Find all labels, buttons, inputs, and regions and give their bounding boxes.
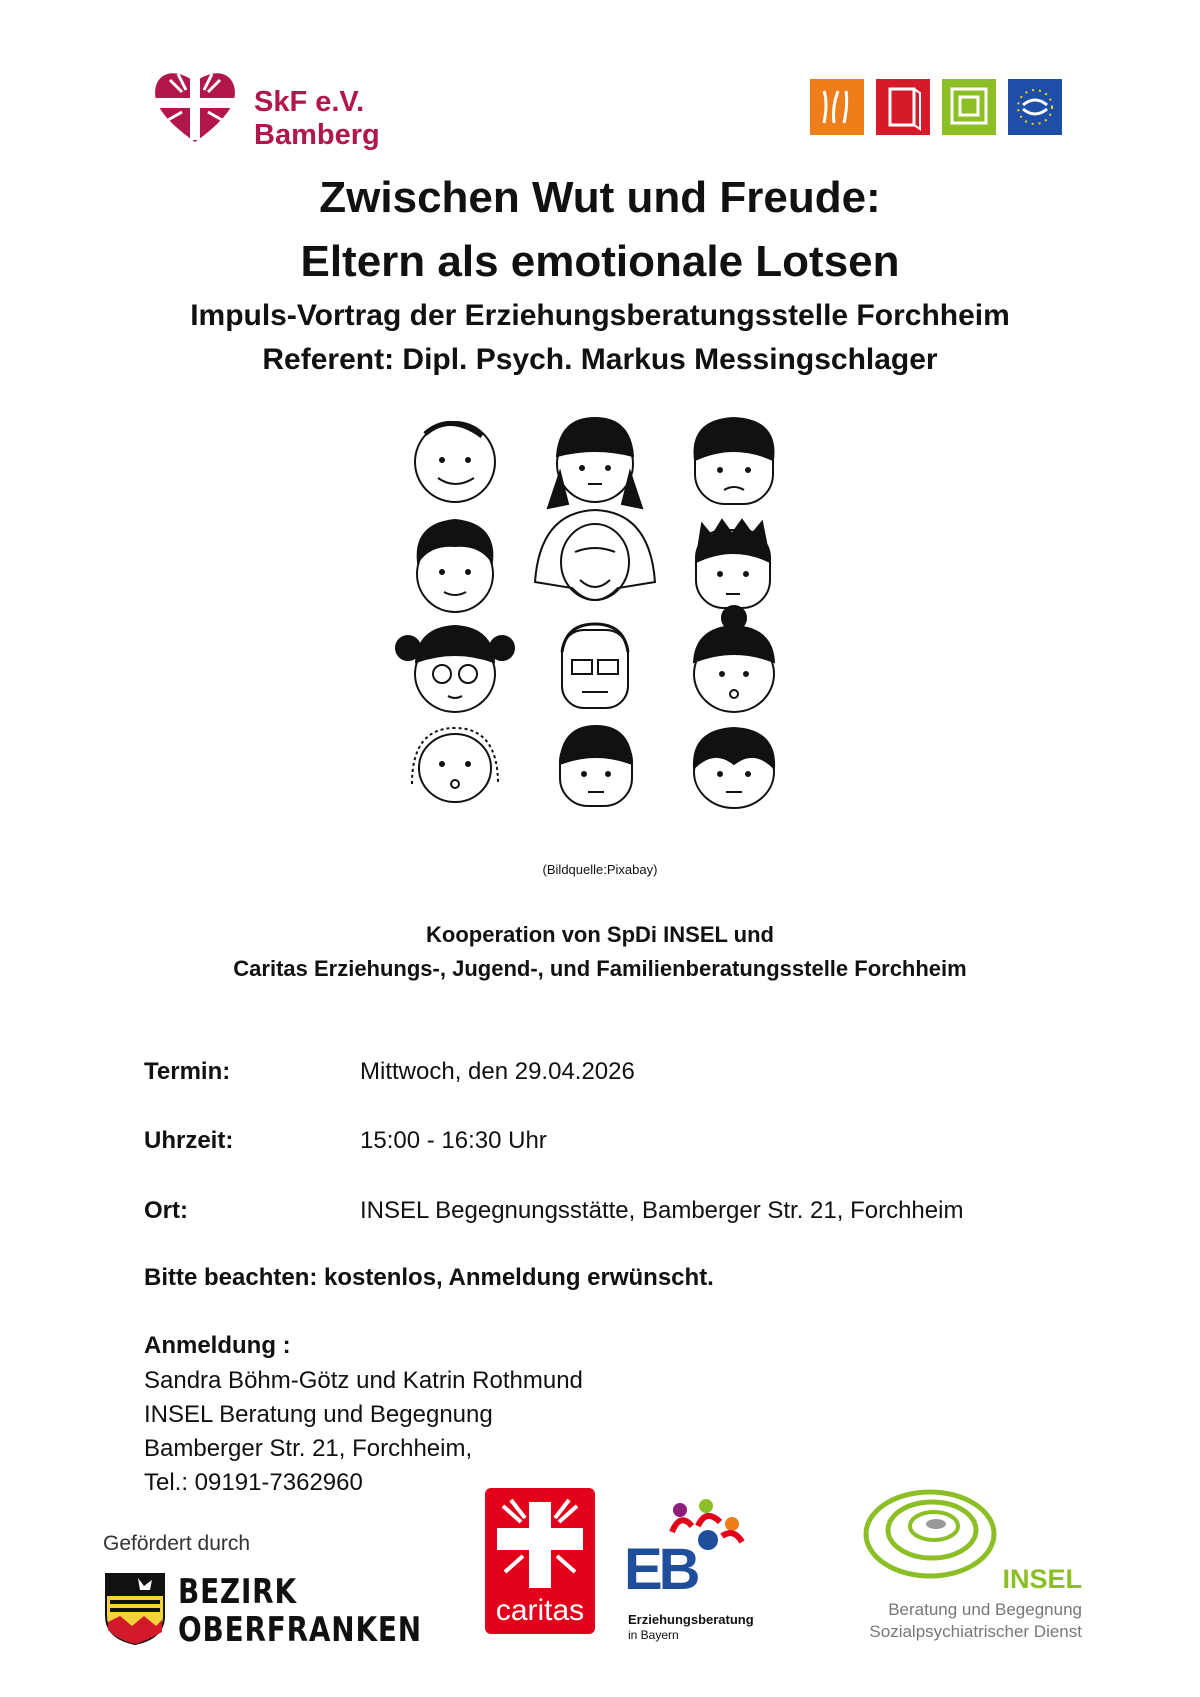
face-icon (396, 626, 514, 712)
face-icon (694, 418, 773, 504)
termin-label: Termin: (144, 1058, 231, 1085)
cooperation-line2: Caritas Erziehungs-, Jugend-, und Familienberatungsstelle Forchheim (233, 956, 967, 981)
skf-logo (150, 62, 490, 151)
registration-line3: Bamberger Str. 21, Forchheim, (144, 1435, 473, 1462)
uhrzeit-value: 15:00 - 16:30 Uhr (360, 1127, 547, 1154)
face-icon (412, 728, 498, 802)
eb-logo (624, 1496, 764, 1646)
bezirk-line1: BEZIRK (178, 1572, 297, 1612)
red-tile-icon (876, 79, 930, 135)
subtitle-line1: Impuls-Vortrag der Erziehungsberatungsstelle Forchheim (190, 299, 1010, 332)
eb-line1: Erziehungsberatung (628, 1612, 754, 1627)
caritas-cross-icon (485, 1492, 595, 1596)
face-icon (415, 422, 495, 502)
cooperation-line1: Kooperation von SpDi INSEL und (426, 922, 774, 947)
green-tile-icon (942, 79, 996, 135)
uhrzeit-label: Uhrzeit: (144, 1127, 234, 1154)
org-name: SkF e.V. Bamberg (254, 86, 380, 151)
orange-tile-icon (810, 79, 864, 135)
page-title-line1: Zwischen Wut und Freude: (319, 173, 881, 222)
face-icon (535, 510, 655, 600)
partner-tiles (810, 79, 1066, 139)
faces-illustration (390, 412, 810, 852)
bezirk-logo (104, 1572, 422, 1650)
insel-logo (860, 1488, 1090, 1641)
face-icon (694, 606, 774, 712)
insel-line2: Sozialpsychiatrischer Dienst (869, 1622, 1082, 1641)
note-text: Bitte beachten: kostenlos, Anmeldung erwünscht. (144, 1264, 714, 1291)
face-icon (560, 726, 632, 806)
subtitle-line2: Referent: Dipl. Psych. Markus Messingschlager (262, 343, 938, 376)
registration-line1: Sandra Böhm-Götz und Katrin Rothmund (144, 1367, 583, 1394)
eb-letters: EB (624, 1537, 697, 1602)
face-icon (694, 728, 774, 808)
ort-label: Ort: (144, 1197, 188, 1224)
face-icon (696, 520, 770, 608)
skf-cross-heart-icon (150, 62, 240, 146)
registration-line2: INSEL Beratung und Begegnung (144, 1401, 493, 1428)
eb-line2: in Bayern (628, 1628, 679, 1642)
insel-line1: Beratung und Begegnung (888, 1600, 1082, 1619)
face-icon (548, 418, 642, 508)
registration-heading: Anmeldung : (144, 1332, 291, 1359)
bezirk-line2: OBERFRANKEN (178, 1610, 422, 1650)
image-caption: (Bildquelle:Pixabay) (542, 862, 658, 877)
ort-value: INSEL Begegnungsstätte, Bamberger Str. 21, Forchheim (360, 1197, 964, 1224)
funded-by-label: Gefördert durch (103, 1532, 251, 1555)
caritas-label: caritas (495, 1594, 585, 1627)
bezirk-crest-icon (104, 1572, 166, 1646)
registration-line4: Tel.: 09191-7362960 (144, 1469, 363, 1496)
insel-swirl-icon (860, 1488, 1000, 1588)
face-icon (417, 520, 493, 612)
page-title-line2: Eltern als emotionale Lotsen (300, 237, 900, 286)
caritas-logo (485, 1488, 595, 1634)
insel-name: INSEL (1002, 1564, 1082, 1594)
face-icon (562, 624, 628, 708)
eu-tile-icon (1008, 79, 1062, 135)
termin-value: Mittwoch, den 29.04.2026 (360, 1058, 635, 1085)
